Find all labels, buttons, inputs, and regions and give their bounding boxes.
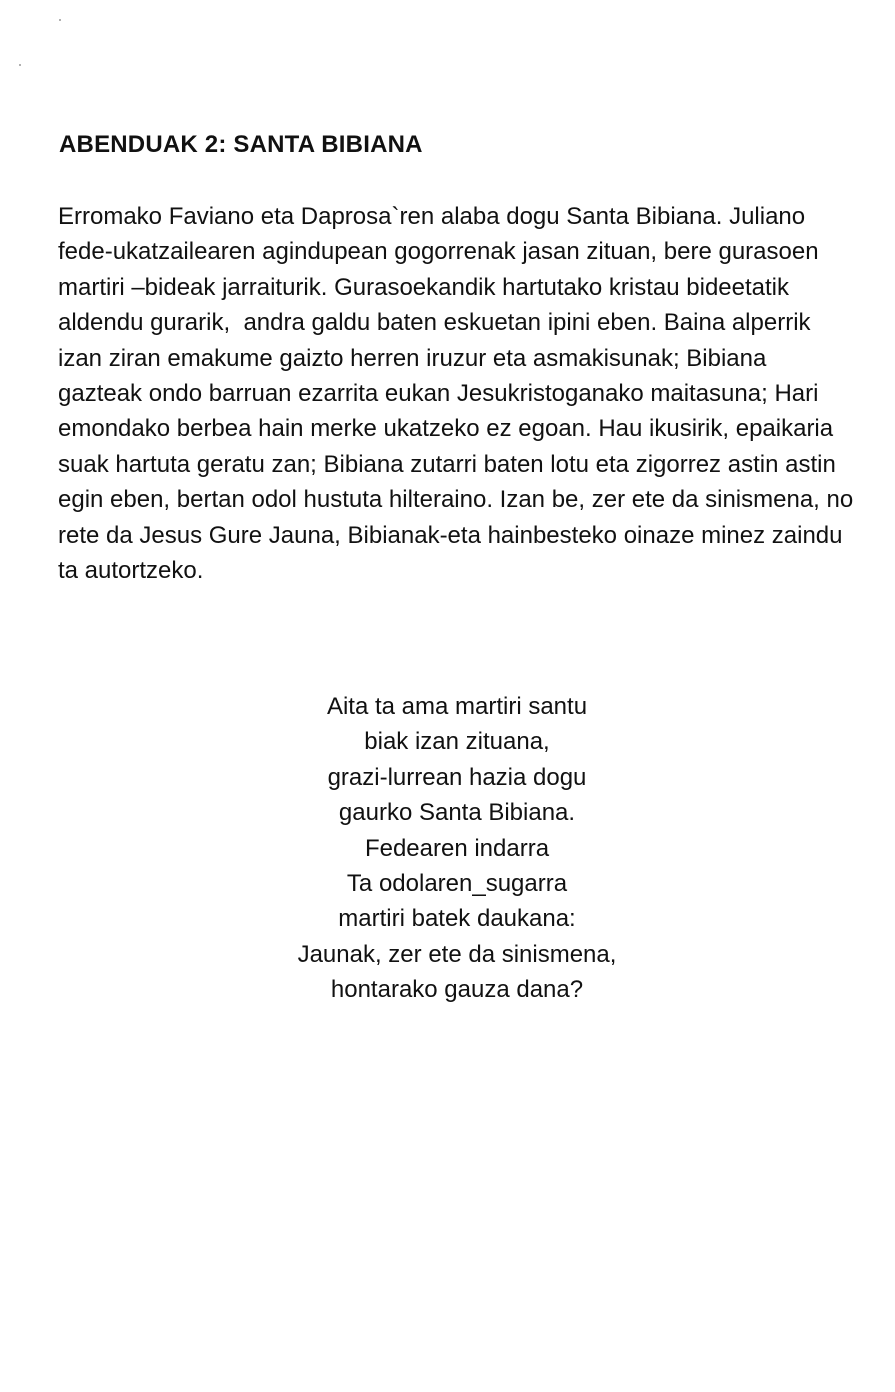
verse-line: Ta odolaren_sugarra — [346, 870, 568, 898]
verse-line: Jaunak, zer ete da sinismena, — [297, 940, 617, 968]
verse-stanza — [230, 689, 684, 1008]
verse-line: grazi-lurrean hazia dogu — [327, 763, 587, 791]
scan-speck — [59, 19, 61, 21]
document-title: ABENDUAK 2: SANTA BIBIANA — [59, 131, 423, 158]
verse-line: biak izan zituana, — [364, 728, 550, 756]
verse-line: Aita ta ama martiri santu — [326, 693, 588, 720]
paragraph-line: Erromako Faviano eta Daprosa`ren alaba dogu Santa Bibiana. Juliano — [58, 203, 806, 230]
paragraph-line: aldendu gurarik, andra galdu baten eskuetan ipini eben. Baina alperrik — [58, 309, 811, 337]
verse-line: gaurko Santa Bibiana. — [338, 799, 576, 827]
paragraph-line: izan ziran emakume gaizto herren iruzur eta asmakisunak; Bibiana — [58, 344, 767, 372]
paragraph-line: egin eben, bertan odol hustuta hilteraino. Izan be, zer ete da sinismena, no — [58, 486, 854, 514]
verse-line: Fedearen indarra — [364, 834, 550, 862]
verse-line: hontarako gauza dana? — [330, 976, 584, 1004]
paragraph-line: martiri –bideak jarraiturik. Gurasoekandik hartutako kristau bideetatik — [58, 273, 790, 301]
paragraph-line: rete da Jesus Gure Jauna, Bibianak-eta hainbesteko oinaze minez zaindu — [58, 521, 843, 549]
verse-line: martiri batek daukana: — [338, 905, 576, 933]
body-paragraph — [58, 199, 858, 588]
paragraph-line: suak hartuta geratu zan; Bibiana zutarri baten lotu eta zigorrez astin astin — [58, 450, 836, 478]
paragraph-line: fede-ukatzailearen agindupean gogorrenak jasan zituan, bere gurasoen — [58, 238, 819, 266]
paragraph-line: ta autortzeko. — [58, 557, 204, 585]
paragraph-line: gazteak ondo barruan ezarrita eukan Jesukristoganako maitasuna; Hari — [58, 380, 819, 408]
paragraph-line: emondako berbea hain merke ukatzeko ez egoan. Hau ikusirik, epaikaria — [58, 415, 834, 443]
scan-speck — [19, 64, 21, 66]
